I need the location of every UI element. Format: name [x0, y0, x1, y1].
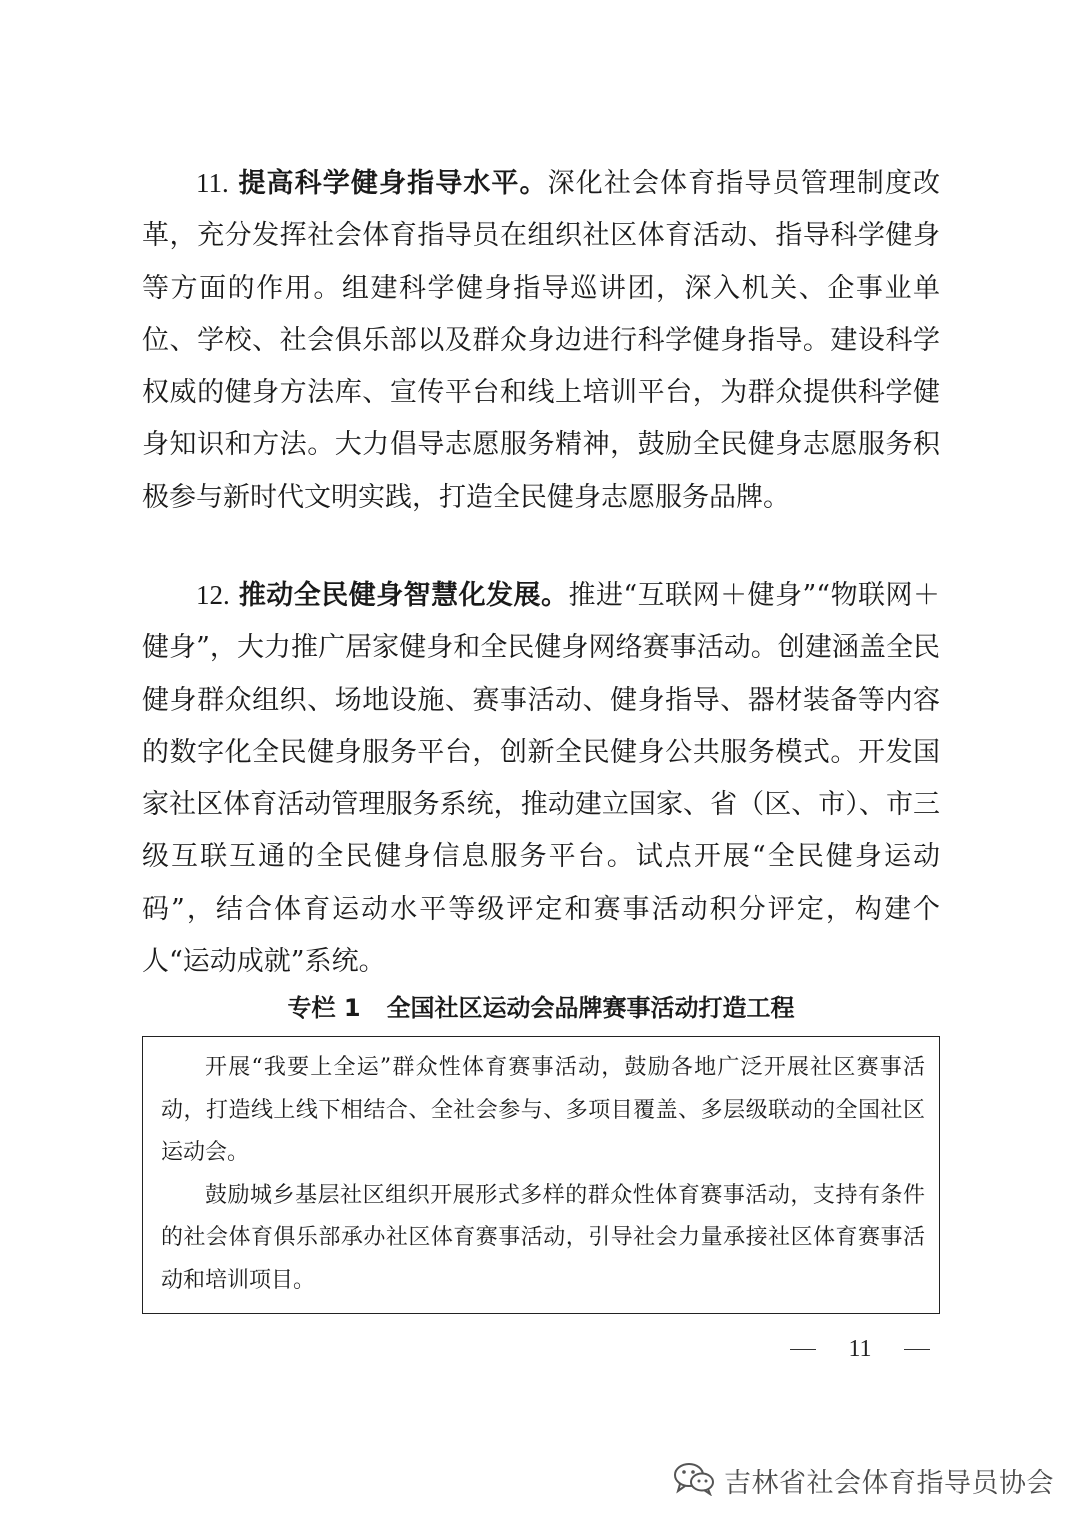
paragraph-12: [142, 569, 940, 988]
column-box-title: [142, 988, 940, 1028]
page-number-dash-left: [790, 1349, 816, 1350]
paragraph-number: 11.: [196, 168, 229, 198]
wechat-icon: [672, 1460, 716, 1500]
page-number: [790, 1331, 930, 1367]
column-box-label: 专栏 1: [287, 994, 361, 1022]
column-box-paragraph: 开展“我要上全运”群众性体育赛事活动，鼓励各地广泛开展社区赛事活动，打造线上线下相结合、全社会参与、多项目覆盖、多层级联动的全国社区运动会。: [161, 1055, 925, 1165]
paragraph-number: 12.: [196, 580, 230, 610]
column-box: [142, 1036, 940, 1314]
watermark: [672, 1458, 1054, 1502]
paragraph-11: [142, 157, 940, 524]
column-box-heading: 全国社区运动会品牌赛事活动打造工程: [386, 994, 795, 1022]
column-box-paragraph: 鼓励城乡基层社区组织开展形式多样的群众性体育赛事活动，支持有条件的社会体育俱乐部承办社区体育赛事活动，引导社会力量承接社区体育赛事活动和培训项目。: [161, 1182, 925, 1293]
paragraph-heading: 提高科学健身指导水平。: [238, 168, 548, 199]
paragraph-body: 推进“互联网＋健身”“物联网＋健身”，大力推广居家健身和全民健身网络赛事活动。创建涵盖全民健身群众组织、场地设施、赛事活动、健身指导、器材装备等内容的数字化全民健身服务平台，创新全民健身公共服务模式。开发国家社区体育活动管理服务系统，推动建立国家、省（区、市）、市三级互联互通的全民健身信息服务平台。试点开展“全民健身运动码”，结合体育运动水平等级评定和赛事活动积分评定，构建个人“运动成就”系统。: [142, 580, 940, 978]
page-number-dash-right: [904, 1349, 930, 1350]
paragraph-heading: 推动全民健身智慧化发展。: [238, 580, 569, 611]
watermark-text: 吉林省社会体育指导员协会: [724, 1467, 1054, 1499]
paragraph-body: 深化社会体育指导员管理制度改革，充分发挥社会体育指导员在组织社区体育活动、指导科学健身等方面的作用。组建科学健身指导巡讲团，深入机关、企事业单位、学校、社会俱乐部以及群众身边进行科学健身指导。建设科学权威的健身方法库、宣传平台和线上培训平台，为群众提供科学健身知识和方法。大力倡导志愿服务精神，鼓励全民健身志愿服务积极参与新时代文明实践，打造全民健身志愿服务品牌。: [142, 168, 941, 513]
page-number-value: 11: [848, 1336, 872, 1362]
